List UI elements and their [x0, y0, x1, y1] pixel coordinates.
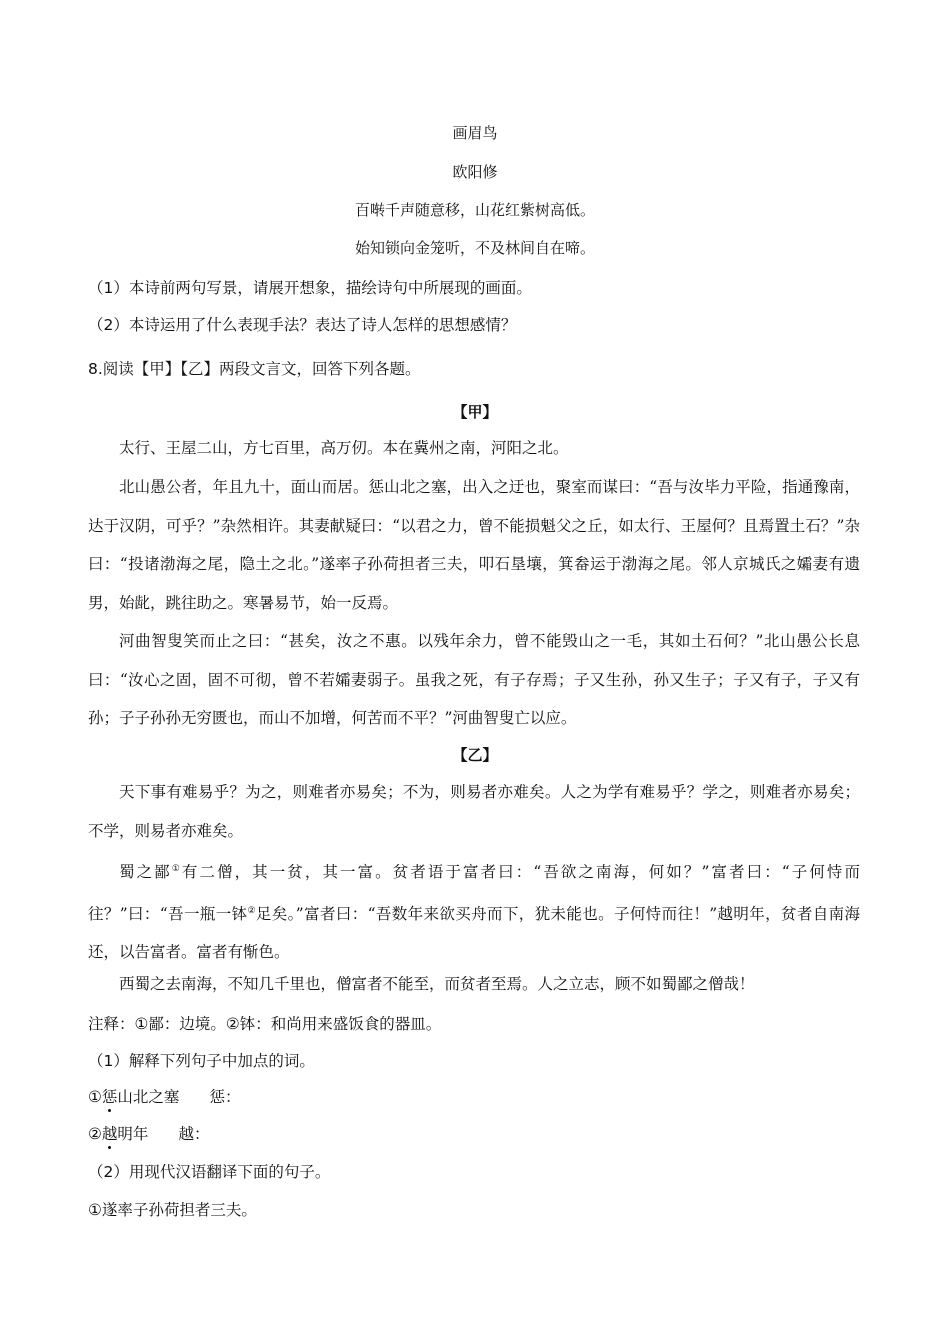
question-7-part-1: （1）本诗前两句写景，请展开想象，描绘诗句中所展现的画面。 [88, 279, 532, 297]
poem-line-1: 百啭千声随意移，山花红紫树高低。 [354, 201, 595, 219]
item-sentence: 明年 [117, 1125, 149, 1143]
jia-paragraph-1: 太行、王屋二山，方七百里，高万仞。本在冀州之南，河阳之北。 [119, 439, 569, 457]
vocab-item-2 [88, 1122, 209, 1144]
section-jia-heading: 【甲】 [452, 403, 498, 421]
answer-label: 惩： [209, 1088, 241, 1106]
question-8-text: 阅读【甲】【乙】两段文言文，回答下列各题。 [102, 360, 421, 378]
section-yi-heading: 【乙】 [452, 746, 498, 764]
answer-label: 越： [178, 1125, 210, 1143]
poem-title: 画眉鸟 [452, 124, 498, 142]
jia-paragraph-3: 河曲智叟笑而止之曰：“甚矣，汝之不惠。以残年余力，曾不能毁山之一毛，其如土石何？”北山愚公长息曰：“汝心之固，固不可彻，曾不若孀妻弱子。虽我之死，有子存焉；子又生孙，孙又生子；子又有子，子又有孙；子子孙孙无穷匮也，而山不加增，何苦而不平？”河曲智叟亡以应。 [88, 632, 860, 727]
yi-paragraph-1: 天下事有难易乎？为之，则难者亦易矣；不为，则易者亦难矣。人之为学有难易乎？学之，则难者亦易矣；不学，则易者亦难矣。 [88, 783, 860, 840]
dotted-word: 越 [101, 1125, 118, 1143]
item-number: ① [88, 1088, 102, 1106]
dotted-word: 惩 [101, 1088, 118, 1106]
yi-p2-text-b: 有二僧，其一贫，其一富。贫者语于富者曰：“吾欲之南海，何如？”富者曰：“子何恃而往？”曰：“吾一瓶一钵 [88, 863, 860, 923]
vocab-item-1 [88, 1085, 240, 1107]
item-number: ② [88, 1125, 102, 1143]
yi-paragraph-2 [88, 850, 860, 972]
yi-p2-text-a: 蜀之鄙 [119, 863, 172, 882]
question-8-part-2: （2）用现代汉语翻译下面的句子。 [88, 1163, 331, 1181]
jia-paragraph-2: 北山愚公者，年且九十，面山而居。惩山北之塞，出入之迂也，聚室而谋曰：“吾与汝毕力平险，指通豫南，达于汉阴，可乎？”杂然相许。其妻献疑曰：“以君之力，曾不能损魁父之丘，如太行、王屋何？且焉置土石？”杂曰：“投诸渤海之尾，隐土之北。”遂率子孙荷担者三夫，叩石垦壤，箕畚运于渤海之尾。邻人京城氏之孀妻有遗男，始龀，跳往助之。寒暑易节，始一反焉。 [88, 478, 860, 612]
item-sentence: 山北之塞 [117, 1088, 180, 1106]
question-8-intro [88, 357, 421, 379]
footnote-marker-1: ① [171, 864, 182, 874]
annotations: 注释：①鄙：边境。②钵：和尚用来盛饭食的器皿。 [88, 1015, 442, 1033]
yi-p2-text-c: 足矣。”富者曰：“吾数年来欲买舟而下，犹未能也。子何恃而往！”越明年，贫者自南海还，以告富者。富者有惭色。 [88, 904, 861, 962]
poem-line-2: 始知锁向金笼听，不及林间自在啼。 [354, 239, 595, 257]
footnote-marker-2: ② [247, 905, 256, 916]
translation-item-1: ①遂率子孙荷担者三夫。 [88, 1201, 257, 1219]
question-8-part-1: （1）解释下列句子中加点的词。 [88, 1052, 315, 1070]
yi-paragraph-3: 西蜀之去南海，不知几千里也，僧富者不能至，而贫者至焉。人之立志，顾不如蜀鄙之僧哉！ [119, 975, 755, 993]
question-7-part-2: （2）本诗运用了什么表现手法？表达了诗人怎样的思想感情？ [88, 316, 517, 334]
question-number: 8. [88, 360, 103, 378]
poem-author: 欧阳修 [452, 163, 498, 181]
